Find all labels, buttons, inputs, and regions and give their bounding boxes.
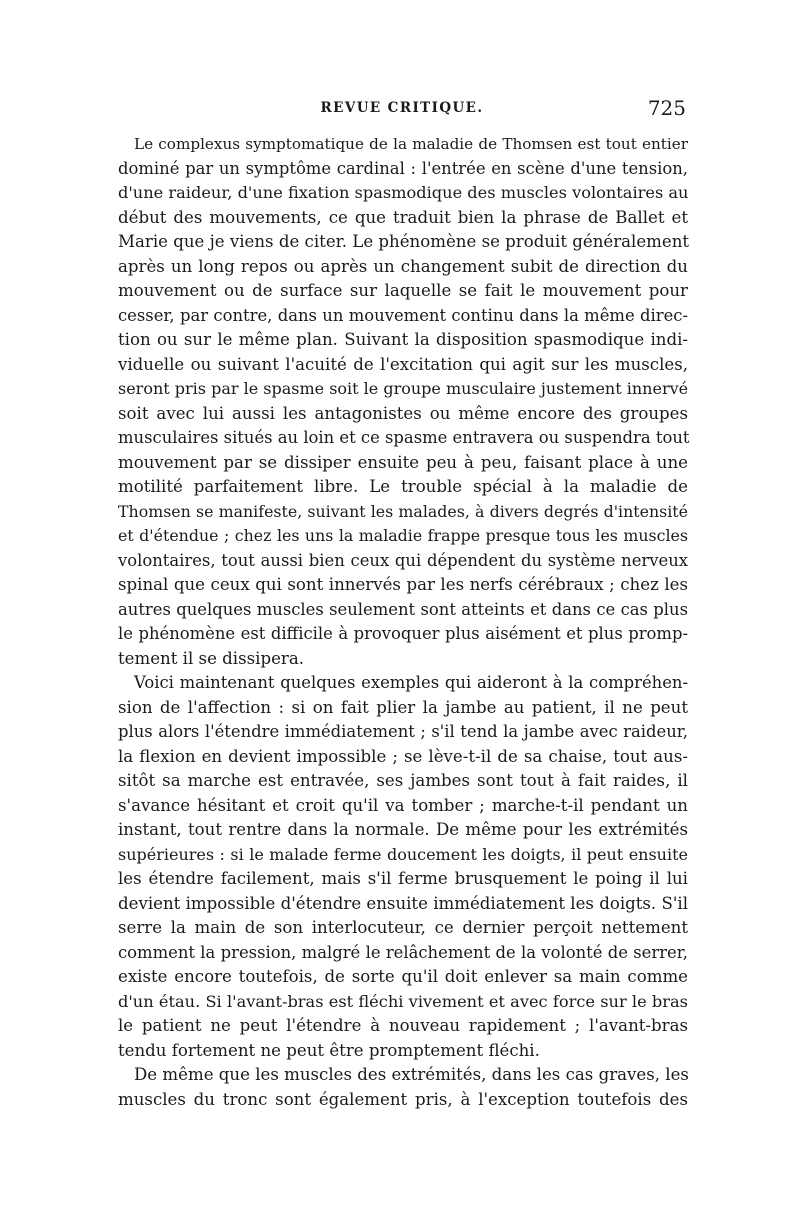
text-line: muscles du tronc sont également pris, à l'exception toutefois des [118,1089,688,1109]
text-line: tendu fortement ne peut être promptement fléchi. [118,1040,540,1060]
text-line: le patient ne peut l'étendre à nouveau rapidement ; l'avant-bras [118,1016,688,1035]
paragraph [116,1063,688,1112]
text-line: d'un étau. Si l'avant-bras est fléchi vivement et avec force sur le bras [118,991,688,1011]
paragraph [116,671,688,1063]
paragraph [116,132,688,671]
text-line: instant, tout rentre dans la normale. De même pour les extrémités [118,820,688,839]
text-line: les étendre facilement, mais s'il ferme brusquement le poing il lui [118,869,688,888]
text-line: soit avec lui aussi les antagonistes ou même encore des groupes [118,403,688,423]
text-line: spinal que ceux qui sont innervés par les nerfs cérébraux ; chez les [118,575,688,594]
text-line: mouvement ou de surface sur laquelle se fait le mouvement pour [118,281,688,300]
text-line: dominé par un symptôme cardinal : l'entrée en scène d'une tension, [118,158,688,178]
text-line: début des mouvements, ce que traduit bien la phrase de Ballet et [118,207,688,227]
text-line: motilité parfaitement libre. Le trouble spécial à la maladie de [118,477,688,496]
text-line: la flexion en devient impossible ; se lève-t-il de sa chaise, tout aus- [118,746,688,766]
text-line: Le complexus symptomatique de la maladie de Thomsen est tout entier [134,135,688,153]
text-line: et d'étendue ; chez les uns la maladie frappe presque tous les muscles [118,526,688,545]
text-line: volontaires, tout aussi bien ceux qui dépendent du système nerveux [118,550,688,570]
text-line: plus alors l'étendre immédiatement ; s'il tend la jambe avec raideur, [118,722,688,741]
text-line: Thomsen se manifeste, suivant les malades, à divers degrés d'intensité [118,501,688,521]
text-line: musculaires situés au loin et ce spasme entravera ou suspendra tout [118,428,690,447]
text-line: Marie que je viens de citer. Le phénomène se produit généralement [118,232,690,251]
text-line: autres quelques muscles seulement sont atteints et dans ce cas plus [118,599,688,619]
text-line: d'une raideur, d'une fixation spasmodique des muscles volontaires au [118,183,689,202]
text-line: s'avance hésitant et croit qu'il va tomber ; marche-t-il pendant un [118,795,688,815]
text-line: sion de l'affection : si on fait plier la jambe au patient, il ne peut [118,697,688,717]
text-line: devient impossible d'étendre ensuite immédiatement les doigts. S'il [118,893,689,913]
text-line: existe encore toutefois, de sorte qu'il doit enlever sa main comme [118,967,688,986]
text-line: viduelle ou suivant l'acuité de l'excitation qui agit sur les muscles, [118,354,688,374]
text-line: mouvement par se dissiper ensuite peu à peu, faisant place à une [118,452,688,472]
text-line: tion ou sur le même plan. Suivant la disposition spasmodique indi- [118,330,688,349]
text-line: cesser, par contre, dans un mouvement continu dans la même direc- [118,305,688,325]
text-line: le phénomène est difficile à provoquer plus aisément et plus promp- [118,624,688,643]
text-line: supérieures : si le malade ferme doucement les doigts, il peut ensuite [118,844,688,864]
text-line: De même que les muscles des extrémités, dans les cas graves, les [134,1065,689,1084]
text-line: après un long repos ou après un changement subit de direction du [118,256,688,276]
page-header [118,96,686,130]
text-line: Voici maintenant quelques exemples qui aideront à la compréhen- [134,673,688,692]
text-line: sitôt sa marche est entravée, ses jambes sont tout à fait raides, il [118,771,688,790]
body-text [116,132,688,1112]
running-head: REVUE CRITIQUE. [320,100,484,116]
text-line: serre la main de son interlocuteur, ce dernier perçoit nettement [118,918,688,937]
text-line: seront pris par le spasme soit le groupe musculaire justement innervé [118,379,689,398]
page-number: 725 [647,96,686,120]
text-line: comment la pression, malgré le relâchement de la volonté de serrer, [118,942,688,962]
text-line: tement il se dissipera. [118,648,304,668]
